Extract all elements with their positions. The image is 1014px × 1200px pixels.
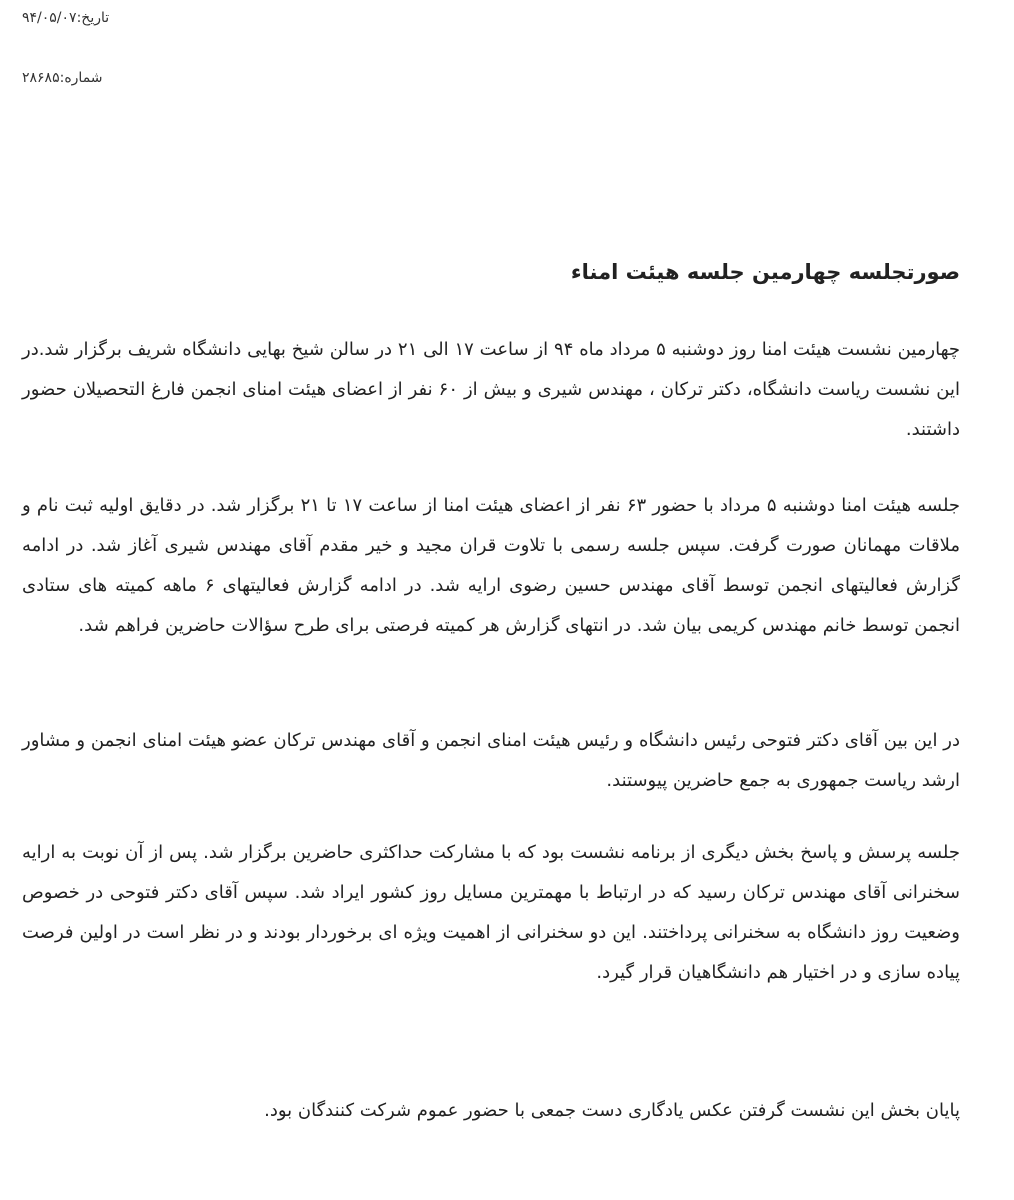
- paragraph-qa-and-speeches: جلسه پرسش و پاسخ بخش دیگری از برنامه نشست بود که با مشارکت حداکثری حاضرین برگزار شد. پس از آن نوبت به ارایه سخنرانی آقای مهندس ترکان رسید که در ارتباط با مهمترین مسایل روز کشور ایراد شد. سپس آقای دکتر فتوحی در خصوص وضعیت روز دانشگاه به سخنرانی پرداختند. این دو سخنرانی از اهمیت ویژه ای برخوردار بودند و در نظر است در اولین فرصت پیاده سازی و در اختیار هم دانشگاهیان قرار گیرد.: [22, 842, 960, 983]
- document-number: شماره:۲۸۶۸۵: [22, 70, 103, 86]
- document-date: تاریخ:۹۴/۰۵/۰۷: [22, 10, 110, 26]
- paragraph-meeting-intro: چهارمین نشست هیئت امنا روز دوشنبه ۵ مرداد ماه ۹۴ از ساعت ۱۷ الی ۲۱ در سالن شیخ بهایی دانشگاه شریف برگزار شد.در این نشست ریاست دانشگاه، دکتر ترکان ، مهندس شیری و بیش از ۶۰ نفر از اعضای هیئت امنای انجمن فارغ التحصیلان حضور داشتند.: [22, 339, 961, 440]
- paragraph-guests-joined: در این بین آقای دکتر فتوحی رئیس دانشگاه و رئیس هیئت امنای انجمن و آقای مهندس ترکان عضو هیئت امنای انجمن و مشاور ارشد ریاست جمهوری به جمع حاضرین پیوستند.: [22, 730, 960, 791]
- paragraph-closing: پایان بخش این نشست گرفتن عکس یادگاری دست جمعی با حضور عموم شرکت کنندگان بود.: [264, 1100, 960, 1121]
- document-title: صورتجلسه چهارمین جلسه هیئت امناء: [570, 260, 960, 284]
- paragraph-meeting-agenda: جلسه هیئت امنا دوشنبه ۵ مرداد با حضور ۶۳ نفر از اعضای هیئت امنا از ساعت ۱۷ تا ۲۱ برگزار شد. در دقایق اولیه ثبت نام و ملاقات مهمانان صورت گرفت. سپس جلسه رسمی با تلاوت قران مجید و خیر مقدم آقای مهندس شیری آغاز شد. در ادامه گزارش فعالیتهای انجمن توسط آقای مهندس حسین رضوی ارایه شد. در ادامه گزارش فعالیتهای ۶ ماهه کمیته های ستادی انجمن توسط خانم مهندس کریمی بیان شد. در انتهای گزارش هر کمیته فرصتی برای طرح سؤالات حاضرین فراهم شد.: [22, 495, 961, 636]
